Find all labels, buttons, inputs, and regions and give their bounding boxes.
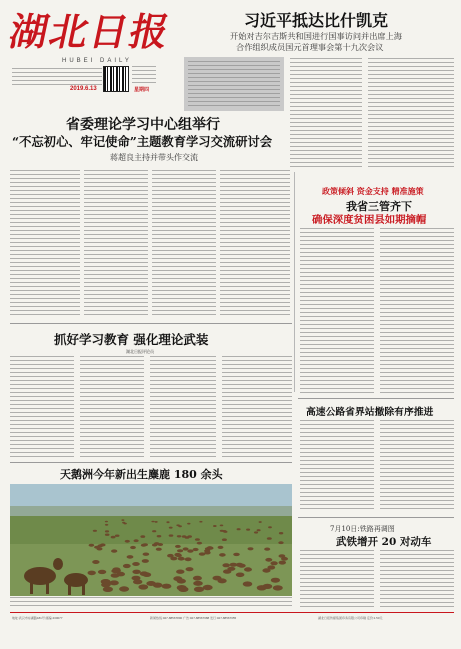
section-rule-3 xyxy=(10,462,292,463)
lead-text-col-2 xyxy=(84,170,148,318)
lead-subhead: 蒋超良主持并带头作交流 xyxy=(110,153,198,162)
rail-headline[interactable]: 武铁增开 20 对动车 xyxy=(336,536,432,548)
commentary-text-col-4 xyxy=(222,356,292,458)
qr-code[interactable] xyxy=(103,66,129,92)
top-story-text-col-1 xyxy=(290,58,362,168)
right-feature-text-col-1 xyxy=(300,228,374,394)
commentary-text-col-2 xyxy=(80,356,144,458)
footer-right: 湖北日报传媒集团印务有限公司印刷 定价:1.50元 xyxy=(318,616,383,620)
top-story-photo xyxy=(184,57,284,111)
footer-rule xyxy=(10,612,454,613)
top-story-subhead-1: 开始对吉尔吉斯共和国进行国事访问并出席上海 xyxy=(230,31,402,41)
top-story-subhead-2: 合作组织成员国元首理事会第十九次会议 xyxy=(236,42,384,52)
lead-text-col-4 xyxy=(220,170,290,318)
right-feature-text-col-2 xyxy=(380,228,454,394)
lead-text-col-3 xyxy=(152,170,216,318)
commentary-byline: 湖北日报评论员 xyxy=(126,349,154,354)
masthead-english: HUBEI DAILY xyxy=(62,58,132,64)
commentary-text-col-3 xyxy=(150,356,216,458)
column-divider xyxy=(294,172,295,392)
weekday: 星期四 xyxy=(134,87,150,93)
section-rule-4 xyxy=(298,517,454,518)
photo-story-headline[interactable]: 天鹅洲今年新出生麋鹿 180 余头 xyxy=(60,468,223,481)
top-story-text-col-2 xyxy=(368,58,454,168)
expressway-text-col-1 xyxy=(300,420,374,512)
rail-kicker: 7月10日:铁路再调图 xyxy=(330,525,395,533)
issue-info-block xyxy=(132,66,156,84)
footer-mid: 新闻热线:027-88567890 广告:027-88567688 发行:027-88567655 xyxy=(150,616,237,620)
milu-deer-photo[interactable] xyxy=(10,484,292,596)
footer-left: 地址:武汉市东湖路181号 邮编:430077 xyxy=(12,616,63,620)
right-feature-headline-1[interactable]: 我省三管齐下 xyxy=(346,200,412,213)
expressway-headline[interactable]: 高速公路省界站撤除有序推进 xyxy=(306,407,434,418)
lead-headline-2[interactable]: “不忘初心、牢记使命”主题教育学习交流研讨会 xyxy=(12,134,273,149)
photo-caption xyxy=(10,597,292,607)
commentary-headline[interactable]: 抓好学习教育 强化理论武装 xyxy=(54,332,209,347)
section-rule-2 xyxy=(298,398,454,399)
right-feature-headline-2[interactable]: 确保深度贫困县如期摘帽 xyxy=(312,214,427,226)
masthead-title: 湖北日报 xyxy=(5,9,175,54)
right-feature-kicker: 政策倾斜 资金支持 精准施策 xyxy=(322,186,424,196)
commentary-text-col-1 xyxy=(10,356,74,458)
masthead-info-lines xyxy=(12,68,102,86)
lead-headline-1[interactable]: 省委理论学习中心组举行 xyxy=(66,117,220,133)
issue-date: 2019.6.13 xyxy=(70,86,97,92)
top-story-headline[interactable]: 习近平抵达比什凯克 xyxy=(244,11,389,30)
expressway-text-col-2 xyxy=(380,420,454,512)
lead-text-col-1 xyxy=(10,170,80,318)
rail-text-col-1 xyxy=(300,550,374,608)
rail-text-col-2 xyxy=(380,550,454,608)
section-rule-1 xyxy=(10,323,292,324)
